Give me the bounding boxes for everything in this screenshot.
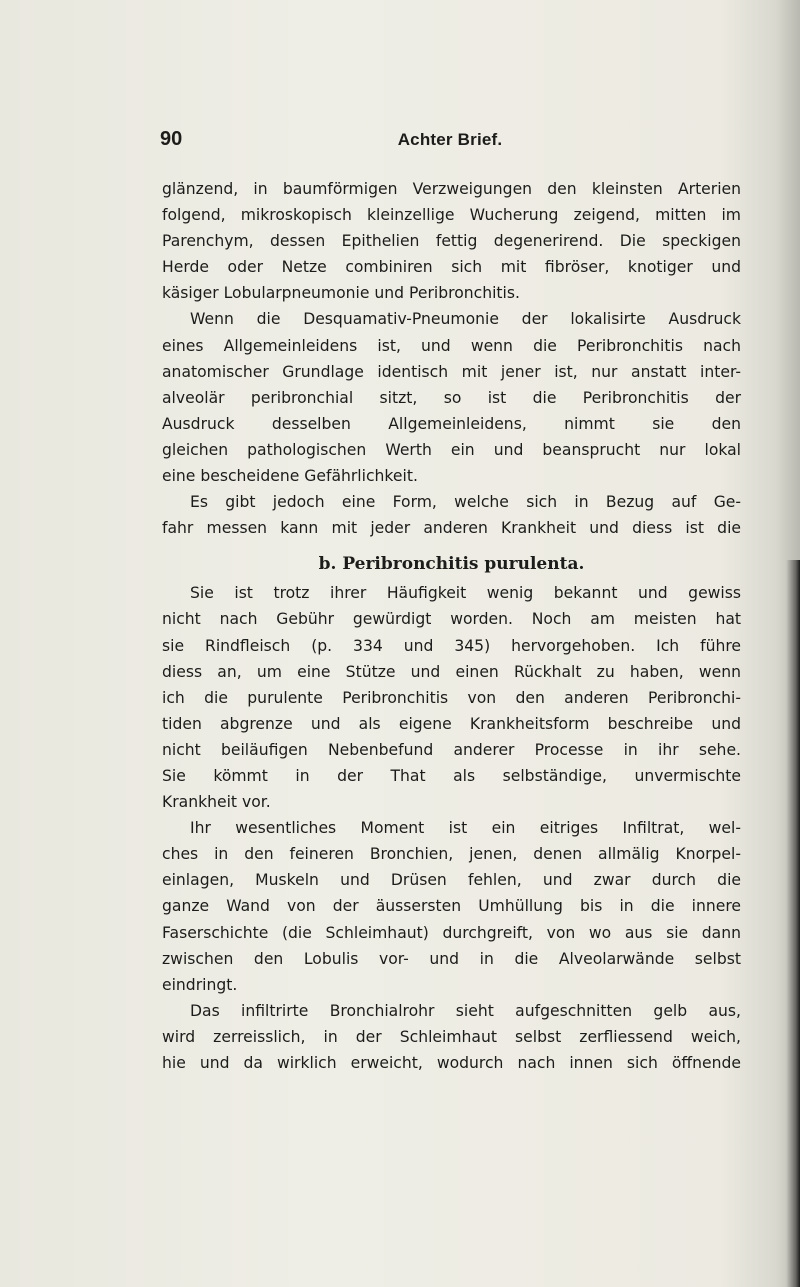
text-line: Es gibt jedoch eine Form, welche sich in Bezug auf Ge- [190,493,741,512]
text-line: diess an, um eine Stütze und einen Rückhalt zu haben, wenn [162,662,741,681]
text-line: sie Rindfleisch (p. 334 und 345) hervorgehoben. Ich führe [162,636,741,655]
text-line: einlagen, Muskeln und Drüsen fehlen, und zwar durch die [162,871,741,890]
paragraph-6 [162,998,741,1076]
text-line: anatomischer Grundlage identisch mit jener ist, nur anstatt inter- [162,362,741,381]
text-line: zwischen den Lobulis vor- und in die Alveolarwände selbst [162,949,741,968]
text-line: fahr messen kann mit jeder anderen Krankheit und diess ist die [162,519,741,538]
text-line: Faserschichte (die Schleimhaut) durchgreift, von wo aus sie dann [162,923,741,942]
text-line: käsiger Lobularpneumonie und Peribronchitis. [162,284,520,303]
text-line: Sie kömmt in der That als selbständige, unvermischte [162,766,741,785]
text-line: Sie ist trotz ihrer Häufigkeit wenig bekannt und gewiss [190,584,741,603]
text-line: gleichen pathologischen Werth ein und beansprucht nur lokal [162,440,741,459]
text-line: wird zerreisslich, in der Schleimhaut selbst zerfliessend weich, [162,1027,741,1046]
paragraph-4 [162,580,741,815]
text-line: eines Allgemeinleidens ist, und wenn die Peribronchitis nach [162,336,741,355]
text-line: ich die purulente Peribronchitis von den anderen Peribronchi- [162,688,741,707]
text-line: Wenn die Desquamativ-Pneumonie der lokalisirte Ausdruck [190,310,741,329]
section-heading: b. Peribronchitis purulenta. [318,554,585,575]
text-line: folgend, mikroskopisch kleinzellige Wucherung zeigend, mitten im [162,206,741,225]
text-line: Ausdruck desselben Allgemeinleidens, nimmt sie den [162,414,741,433]
text-line: Herde oder Netze combiniren sich mit fibröser, knotiger und [162,258,741,277]
page-edge-shadow [786,560,800,1287]
text-line: Ihr wesentliches Moment ist ein eitriges Infiltrat, wel- [190,819,741,838]
paragraph-3 [162,489,741,541]
text-line: alveolär peribronchial sitzt, so ist die Peribronchitis der [162,388,741,407]
text-line: eindringt. [162,975,238,994]
body-text [162,176,741,1076]
text-line: hie und da wirklich erweicht, wodurch nach innen sich öffnende [162,1054,741,1072]
page-header [160,128,740,154]
text-line: Parenchym, dessen Epithelien fettig degenerirend. Die speckigen [162,232,741,251]
text-line: tiden abgrenze und als eigene Krankheitsform beschreibe und [162,714,741,733]
paragraph-2 [162,306,741,489]
text-line: eine bescheidene Gefährlichkeit. [162,467,418,486]
text-line: ganze Wand von der äussersten Umhüllung bis in die innere [162,897,741,916]
text-line: glänzend, in baumförmigen Verzweigungen den kleinsten Arterien [162,180,741,198]
text-line: nicht nach Gebühr gewürdigt worden. Noch am meisten hat [162,610,741,629]
page-number: 90 [160,128,183,150]
running-head: Achter Brief. [397,130,503,149]
text-line: Krankheit vor. [162,793,271,812]
paragraph-5 [162,815,741,998]
text-line: ches in den feineren Bronchien, jenen, denen allmälig Knorpel- [162,845,741,864]
text-line: nicht beiläufigen Nebenbefund anderer Processe in ihr sehe. [162,740,741,759]
text-line: Das infiltrirte Bronchialrohr sieht aufgeschnitten gelb aus, [190,1001,741,1020]
paragraph-1 [162,176,741,306]
